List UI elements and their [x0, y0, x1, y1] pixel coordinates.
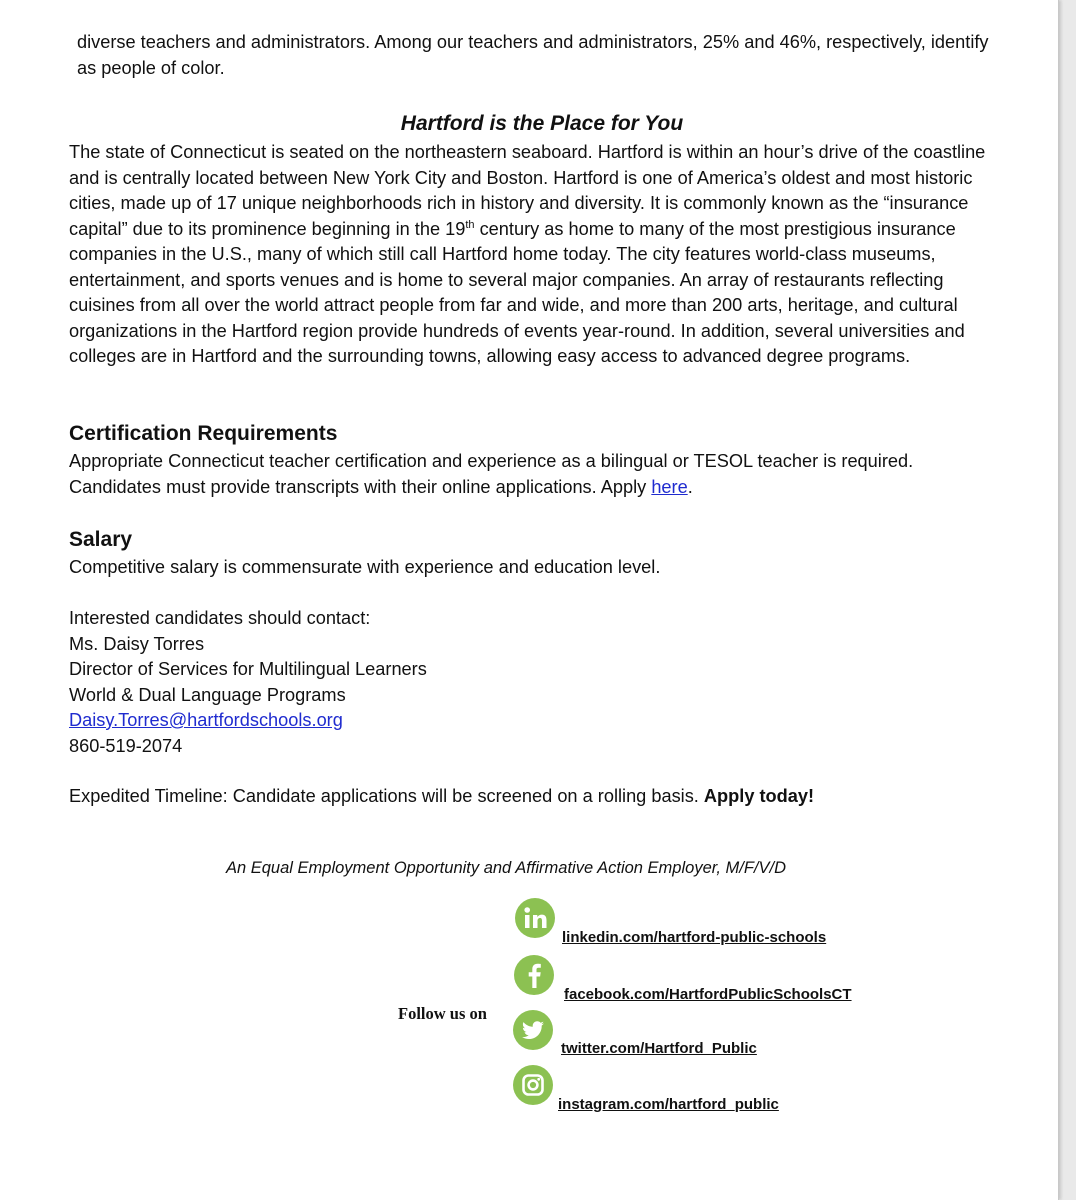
linkedin-link[interactable]: linkedin.com/hartford-public-schools	[562, 929, 827, 946]
facebook-link[interactable]: facebook.com/HartfordPublicSchoolsCT	[564, 986, 852, 1003]
hartford-text-b: century as home to many of the most prestigious insurance companies in the U.S., many of which still call Hartford home today. The city features world-class museums, entertainment, and sports venues and is home to several major companies. An array of restaurants reflecting cuisines from all over the world attract people from far and wide, and more than 200 arts, heritage, and cultural organizations in the Hartford region provide hundreds of events year-round. In addition, several universities and colleges are in Hartford and the surrounding towns, allowing easy access to advanced degree programs.	[69, 218, 965, 366]
apply-here-link[interactable]: here	[651, 476, 688, 497]
contact-intro: Interested candidates should contact:	[69, 608, 371, 628]
linkedin-icon[interactable]	[515, 898, 555, 938]
instagram-link[interactable]: instagram.com/hartford_public	[558, 1096, 779, 1113]
instagram-icon[interactable]	[513, 1065, 553, 1105]
salary-heading: Salary	[69, 528, 133, 551]
follow-us-label: Follow us on	[398, 1004, 487, 1023]
contact-phone: 860-519-2074	[69, 735, 183, 756]
hartford-heading: Hartford is the Place for You	[400, 112, 684, 135]
contact-name: Ms. Daisy Torres	[69, 633, 205, 654]
hartford-text-a: The state of Connecticut is seated on the northeastern seaboard. Hartford is within an hour’s drive of the coastline and is centrally located between New York City and Boston. Hartford is one of America’s oldest and most historic cities, made up of 17 unique neighborhoods rich in history and diversity. It is commonly known as the “insurance capital” due to its prominence beginning in the 19	[69, 142, 986, 239]
contact-email-link[interactable]: Daisy.Torres@hartfordschools.org	[69, 710, 343, 730]
twitter-icon[interactable]	[513, 1010, 553, 1050]
salary-text: Competitive salary is commensurate with experience and education level.	[69, 557, 661, 577]
timeline-label: Expedited Timeline: Candidate applications will be screened on a rolling basis.	[69, 786, 704, 806]
hartford-paragraph	[69, 140, 1014, 370]
contact-title: Director of Services for Multilingual Learners	[69, 659, 427, 679]
certification-heading: Certification Requirements	[69, 422, 338, 445]
certification-text: Appropriate Connecticut teacher certification and experience as a bilingual or TESOL teacher is required. Candidates must provide transcripts with their online applications. Apply	[69, 451, 914, 497]
timeline-text	[69, 784, 999, 810]
intro-paragraph: diverse teachers and administrators. Among our teachers and administrators, 25% and 46%, respectively, identify as people of color.	[77, 32, 989, 78]
apply-today-text: Apply today!	[703, 786, 815, 806]
ordinal-suffix: th	[465, 218, 475, 231]
twitter-link[interactable]: twitter.com/Hartford_Public	[561, 1040, 757, 1057]
eeo-statement: An Equal Employment Opportunity and Affirmative Action Employer, M/F/V/D	[225, 859, 786, 877]
contact-block	[69, 606, 669, 759]
contact-program: World & Dual Language Programs	[69, 684, 346, 705]
certification-paragraph	[69, 449, 999, 500]
facebook-icon[interactable]	[514, 955, 554, 995]
certification-period: .	[687, 476, 693, 497]
